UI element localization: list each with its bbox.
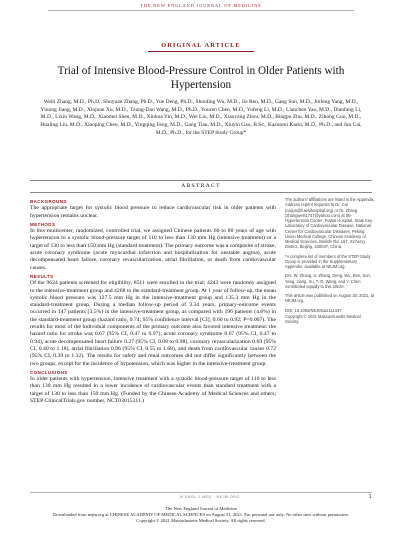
contribution-note: Drs. W. Zhang, S. Zhang, Deng, Wu, Ren, Sun, Yang, Jiang, Xu, T.-D. Wang, and Y. Chen contributed equally to this article. (285, 273, 371, 289)
copyright-note: Copyright © 2021 Massachusetts Medical Society. (285, 313, 361, 324)
background-text: The appropriate target for systolic blood pressure to reduce cardiovascular risk in older patients with hypertension remains unclear. (30, 205, 276, 219)
abstract-bottom-rule (30, 192, 372, 193)
abstract-body (30, 197, 276, 405)
background-heading: BACKGROUND (30, 198, 67, 204)
conclusions-text: In older patients with hypertension, intensive treatment with a systolic blood-pressure target of 110 to less than 130 mm Hg resulted in a lower incidence of cardiovascular events than standard treatment with a target of 130 to less than 150 mm Hg. (Funded by the Chinese Academy of Medical Sciences and others; STEP ClinicalTrials.gov number, NCT03015311.) (30, 376, 276, 405)
doi-link[interactable]: DOI: 10.1056/NEJMoa2111437 (285, 307, 342, 313)
affiliations-note: The authors' affiliations are listed in the Appendix. Address reprint requests to Dr. Cai (caijun@fuwaihospital.org) or Dr. Zhang (zhangweili1747@yahoo.com) at the Hypertension Center, FuWai Hospital, State Key Laboratory of Cardiovascular Disease, National Center for Cardiovascular Diseases, Peking Union Medical College, Chinese Academy of Medical Sciences, Beilishi Rd. 167, Xicheng District, Beijing, 100037, China. (285, 197, 375, 250)
article-title: Trial of Intensive Blood-Pressure Control in Older Patients with Hypertension (57, 65, 345, 91)
abstract-header: ABSTRACT (181, 183, 221, 189)
journal-line: N ENGL J MED · NEJM.ORG (180, 495, 240, 499)
methods-heading: METHODS (30, 221, 56, 227)
journal-masthead: THE NEW ENGLAND JOURNAL OF MEDICINE (140, 3, 262, 8)
masthead-divider (48, 10, 354, 11)
article-sidebar (285, 197, 375, 328)
download-copyright-line: Copyright © 2021 Massachusetts Medical Society. All rights reserved. (136, 517, 266, 523)
study-group-note: *A complete list of members of the STEP Study Group is provided in the Supplementary Appendix, available at NEJM.org. (285, 253, 371, 269)
page-number: 1 (368, 494, 372, 500)
footer-divider (30, 492, 372, 493)
article-type-rule (148, 51, 254, 52)
download-journal-name: The New England Journal of Medicine (165, 506, 237, 511)
conclusions-heading: CONCLUSIONS (30, 369, 68, 375)
abstract-top-rule (30, 180, 372, 181)
publication-note: This article was published on August 30, 2021, at NEJM.org. (285, 293, 374, 304)
results-text: Of the 9624 patients screened for eligibility, 8511 were enrolled in the trial; 4243 were randomly assigned to the intensive-treatment group and 4268 to the standard-treatment group. At 1 year of follow-up, the mean systolic blood pressure was 127.5 mm Hg in the intensive-treatment group and 135.3 mm Hg in the standard-treatment group. During a median follow-up period of 3.34 years, primary-outcome events occurred in 147 patients (3.5%) in the intensive-treatment group, as compared with 196 patients (4.6%) in the standard-treatment group (hazard ratio, 0.74; 95% confidence interval [CI], 0.60 to 0.92; P=0.007). The results for most of the individual components of the primary outcome also favored intensive treatment: the hazard ratio for stroke was 0.67 (95% CI, 0.47 to 0.97), acute coronary syndrome 0.67 (95% CI, 0.47 to 0.94), acute decompensated heart failure 0.27 (95% CI, 0.08 to 0.98), coronary revascularization 0.69 (95% CI, 0.40 to 1.18), atrial fibrillation 0.96 (95% CI, 0.55 to 1.68), and death from cardiovascular causes 0.72 (95% CI, 0.39 to 1.32). The results for safety and renal outcomes did not differ significantly between the two groups, except for the incidence of hypotension, which was higher in the intensive-treatment group. (30, 280, 276, 367)
methods-text: In this multicenter, randomized, controlled trial, we assigned Chinese patients 60 to 80 years of age with hypertension to a systolic blood-pressure target of 110 to less than 130 mm Hg (intensive treatment) or a target of 130 to less than 150 mm Hg (standard treatment). The primary outcome was a composite of stroke, acute coronary syndrome (acute myocardial infarction and hospitalization for unstable angina), acute decompensated heart failure, coronary revascularization, atrial fibrillation, or death from cardiovascular causes. (30, 228, 276, 271)
article-type-label: ORIGINAL ARTICLE (161, 42, 241, 49)
download-notice (0, 506, 402, 524)
author-list: Weili Zhang, M.D., Ph.D., Shuyuan Zhang, Ph.D., Yue Deng, Ph.D., Shouling Wu, M.D., Jie Ren, M.D., Gang Sun, M.D., Jinfeng Yang, M.D., Yinong Jiang, M.D., Xinjuan Xu, M.D., Tzung-Dau Wang, M.D., Ph.D., Youren Chen, M.D., Yufeng Li, M.D., Lianchen Yao, M.D., Dianfang Li, M.D., Lixin Wang, M.D., Xiaomei Shen, M.D., Xinhua Yin, M.D., Wei Liu, M.D., Xiaoyang Zhou, M.D., Bingpo Zhu, M.D., Zihong Guo, M.D., Hualing Liu, M.D., Xiaoping Chen, M.D., Yingqing Feng, M.D., Gang Tian, M.D., Xiuyin Gao, B.Sc., Kazuomi Kario, M.D., Ph.D., and Jun Cai, M.D., Ph.D., for the STEP Study Group* (40, 99, 362, 136)
results-heading: RESULTS (30, 273, 54, 279)
download-source-line: Downloaded from nejm.org at CHINESE ACADEMY OF MEDICAL SCIENCES on August 31, 2021. For personal use only. No other uses without permission. (53, 511, 349, 517)
